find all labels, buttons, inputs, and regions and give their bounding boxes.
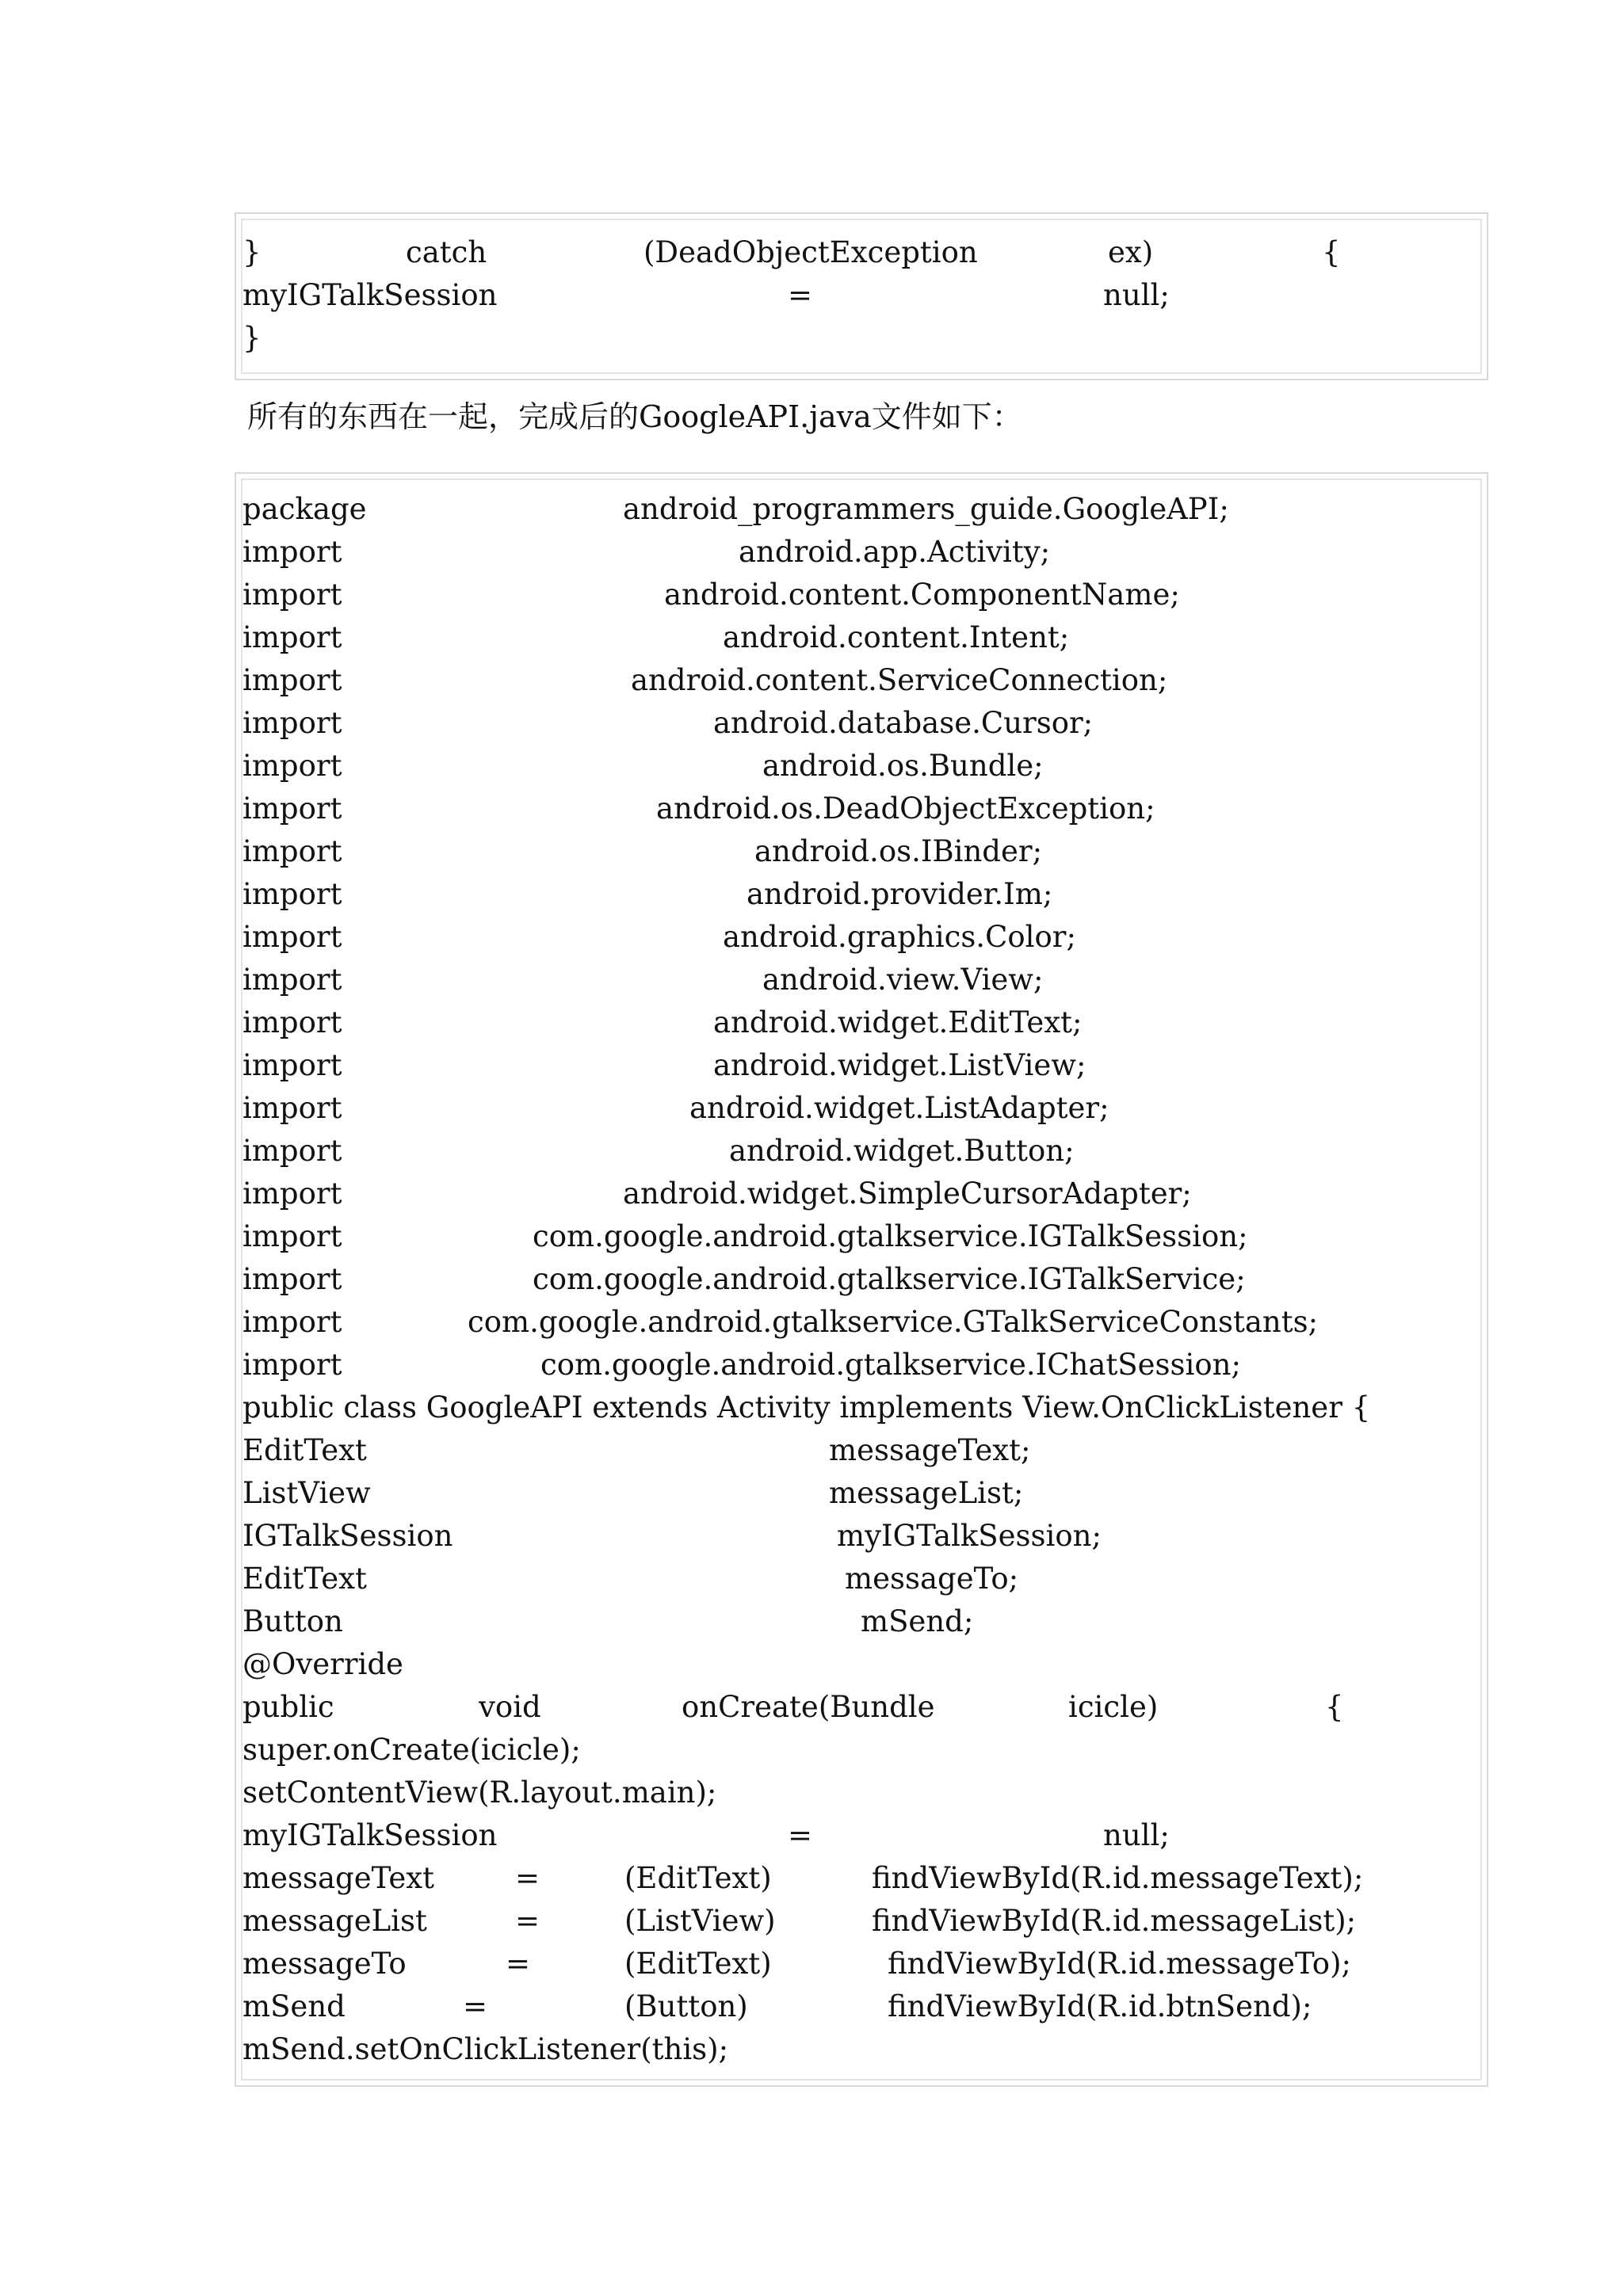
code-token: import: [242, 1219, 342, 1253]
code-block-2: [235, 472, 1488, 2087]
code-line: [236, 1729, 1487, 1772]
code-line: [236, 231, 1487, 274]
code-line: [236, 1215, 1487, 1258]
code-token: =: [788, 1818, 813, 1852]
code-line: [236, 317, 1487, 360]
code-token: =: [515, 1861, 540, 1895]
code-token: com.google.android.gtalkservice.IGTalkService;: [533, 1262, 1246, 1296]
code-token: import: [242, 834, 342, 868]
code-token: import: [242, 749, 342, 783]
code-token: android.widget.Button;: [729, 1134, 1075, 1168]
code-token: EditText: [242, 1562, 367, 1596]
code-line: [236, 1558, 1487, 1600]
code-line: [236, 1600, 1487, 1643]
code-line: [236, 1344, 1487, 1386]
code-token: android.content.ComponentName;: [664, 578, 1180, 612]
code-token: android_programmers_guide.GoogleAPI;: [623, 492, 1229, 526]
code-line: [236, 916, 1487, 959]
code-token: (EditText): [624, 1861, 772, 1895]
code-token: import: [242, 1262, 342, 1296]
code-token: (Button): [624, 1989, 748, 2023]
code-token: IGTalkSession: [242, 1519, 453, 1553]
code-line: [236, 1857, 1487, 1900]
code-line: [236, 1044, 1487, 1087]
code-token: android.os.IBinder;: [754, 834, 1043, 868]
code-token: import: [242, 791, 342, 826]
code-token: android.view.View;: [762, 963, 1044, 997]
code-line: [236, 1301, 1487, 1344]
code-line: [236, 488, 1487, 531]
code-token: super.onCreate(icicle);: [242, 1733, 581, 1767]
code-token: mSend.setOnClickListener(this);: [242, 2032, 729, 2066]
code-token: {: [1325, 1690, 1344, 1724]
code-line: [236, 1515, 1487, 1558]
code-token: EditText: [242, 1433, 367, 1467]
code-token: null;: [1103, 1818, 1170, 1852]
code-token: import: [242, 578, 342, 612]
code-token: com.google.android.gtalkservice.IChatSession;: [540, 1348, 1241, 1382]
code-token: =: [506, 1947, 531, 1981]
code-token: android.content.Intent;: [723, 620, 1070, 654]
code-token: findViewById(R.id.messageList);: [872, 1904, 1357, 1938]
code-token: messageList;: [829, 1476, 1024, 1510]
code-token: public class GoogleAPI extends Activity implements View.OnClickListener {: [242, 1390, 1371, 1425]
code-token: com.google.android.gtalkservice.IGTalkSession;: [533, 1219, 1248, 1253]
code-token: android.widget.ListView;: [713, 1048, 1086, 1082]
code-token: ex): [1108, 235, 1154, 269]
code-token: import: [242, 663, 342, 697]
code-token: messageText: [242, 1861, 435, 1895]
code-token: =: [515, 1904, 540, 1938]
code-line: [236, 745, 1487, 788]
code-token: android.os.DeadObjectException;: [656, 791, 1155, 826]
code-line: [236, 531, 1487, 574]
code-token: myIGTalkSession: [242, 278, 498, 312]
code-token: {: [1322, 235, 1341, 269]
code-line: [236, 1772, 1487, 1814]
code-line: [236, 1173, 1487, 1215]
code-line: [236, 1643, 1487, 1686]
code-token: onCreate(Bundle: [682, 1690, 935, 1724]
code-line: [236, 659, 1487, 702]
code-token: import: [242, 1177, 342, 1211]
code-token: myIGTalkSession: [242, 1818, 498, 1852]
code-token: android.os.Bundle;: [762, 749, 1044, 783]
code-line: [236, 830, 1487, 873]
code-line: [236, 2028, 1487, 2071]
code-token: (EditText): [624, 1947, 772, 1981]
code-token: messageTo;: [845, 1562, 1019, 1596]
code-token: Button: [242, 1604, 343, 1638]
code-line: [236, 788, 1487, 830]
code-token: android.app.Activity;: [739, 535, 1051, 569]
code-token: android.widget.ListAdapter;: [689, 1091, 1109, 1125]
code-token: android.database.Cursor;: [713, 706, 1094, 740]
code-token: import: [242, 1134, 342, 1168]
code-token: import: [242, 1048, 342, 1082]
code-token: import: [242, 963, 342, 997]
code-token: messageText;: [829, 1433, 1031, 1467]
code-token: ListView: [242, 1476, 371, 1510]
code-token: import: [242, 877, 342, 911]
code-line: [236, 1001, 1487, 1044]
code-token: import: [242, 1348, 342, 1382]
code-token: import: [242, 706, 342, 740]
code-block-1: [235, 212, 1488, 380]
code-token: =: [788, 278, 813, 312]
code-token: public: [242, 1690, 334, 1724]
code-line: [236, 1814, 1487, 1857]
code-token: findViewById(R.id.btnSend);: [888, 1989, 1312, 2023]
code-token: import: [242, 1091, 342, 1125]
code-token: android.content.ServiceConnection;: [631, 663, 1168, 697]
code-token: mSend: [242, 1989, 346, 2023]
code-token: findViewById(R.id.messageTo);: [888, 1947, 1351, 1981]
code-line: [236, 616, 1487, 659]
code-line: [236, 873, 1487, 916]
code-token: (DeadObjectException: [643, 235, 978, 269]
code-line: [236, 1943, 1487, 1985]
code-token: import: [242, 535, 342, 569]
code-token: (ListView): [624, 1904, 776, 1938]
code-token: =: [463, 1989, 488, 2023]
code-token: android.provider.Im;: [747, 877, 1053, 911]
code-token: android.widget.SimpleCursorAdapter;: [623, 1177, 1192, 1211]
code-token: import: [242, 1305, 342, 1339]
code-token: messageList: [242, 1904, 427, 1938]
code-token: com.google.android.gtalkservice.GTalkServiceConstants;: [468, 1305, 1319, 1339]
code-line: [236, 1900, 1487, 1943]
code-line: [236, 1258, 1487, 1301]
paragraph-text: 所有的东西在一起，完成后的GoogleAPI.java文件如下：: [247, 399, 1022, 434]
code-token: messageTo: [242, 1947, 407, 1981]
code-token: findViewById(R.id.messageText);: [872, 1861, 1364, 1895]
code-token: null;: [1103, 278, 1170, 312]
code-token: android.graphics.Color;: [723, 920, 1076, 954]
code-line: [236, 1686, 1487, 1729]
code-token: mSend;: [861, 1604, 974, 1638]
code-line: [236, 1472, 1487, 1515]
code-line: [236, 959, 1487, 1001]
code-token: import: [242, 620, 342, 654]
code-line: [236, 1130, 1487, 1173]
code-token: }: [242, 321, 262, 355]
code-line: [236, 574, 1487, 616]
code-token: void: [479, 1690, 541, 1724]
code-line: [236, 1429, 1487, 1472]
code-token: catch: [406, 235, 487, 269]
code-token: package: [242, 492, 367, 526]
code-token: icicle): [1068, 1690, 1159, 1724]
code-line: [236, 1087, 1487, 1130]
code-token: import: [242, 1005, 342, 1039]
code-token: @Override: [242, 1647, 403, 1681]
code-line: [236, 274, 1487, 317]
code-token: import: [242, 920, 342, 954]
code-token: setContentView(R.layout.main);: [242, 1775, 717, 1810]
code-token: myIGTalkSession;: [837, 1519, 1102, 1553]
code-token: android.widget.EditText;: [713, 1005, 1083, 1039]
code-token: }: [242, 235, 262, 269]
code-line: [236, 1386, 1487, 1429]
code-line: [236, 702, 1487, 745]
code-line: [236, 1985, 1487, 2028]
